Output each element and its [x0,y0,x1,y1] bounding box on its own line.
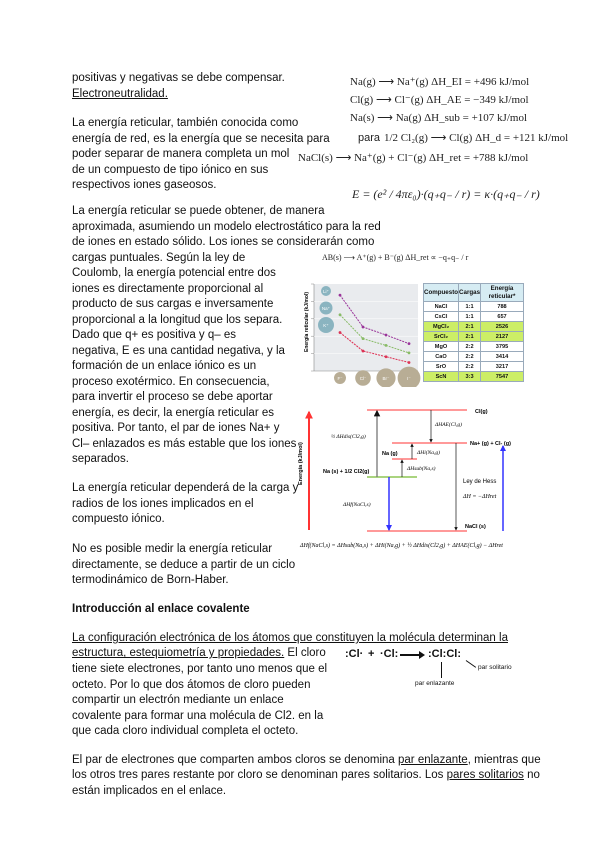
text-line: La energía reticular dependerá de la carga y [72,482,299,494]
text-line: separados. [72,453,129,465]
text-line: poder separar de manera completa un mol [72,148,290,160]
text-line: directamente, se deduce a partir de un ciclo [72,558,296,571]
anion-label: I⁻ [407,376,411,381]
data-point [385,344,388,347]
text-line: aproximada, asumiendo un modelo electrostático para la red [72,220,381,233]
text-line: termodinámico de Born-Haber. [72,574,229,586]
table-cell: 7547 [481,372,524,382]
text-line: covalente para formar una molécula de Cl2. en la [72,709,324,722]
column-header: Cargas [459,284,481,302]
bond-pointer-arrow [441,662,442,678]
table-cell: 3414 [481,352,524,362]
bonding-pair-label: par enlazante [415,680,455,687]
ionization-label: ΔHi(Na,g) [417,450,440,456]
table-row [424,312,524,322]
anion-label: F⁻ [337,376,343,381]
table-cell: 3217 [481,362,524,372]
text-line: positivas y negativas se debe compensar. [72,72,285,84]
table-cell: 2:2 [459,342,481,352]
table-cell: SrCl₂ [424,332,459,342]
text-line: La energía reticular se puede obtener, de manera [72,205,325,217]
data-point [408,342,411,345]
text-line: octeto. Por lo que dos átomos de cloro pueden [72,678,311,691]
lattice-energy-table [423,283,524,382]
table-row [424,362,524,372]
text-line [72,753,541,767]
text-line: energía de red, es la energía que se necesita para [72,132,330,145]
ions-label: Na+ (g) + Cl- (g) [470,441,511,447]
table-row [424,352,524,362]
data-point [408,352,411,355]
underlined-text: estructura, estequiometría y propiedades. [72,647,285,659]
text-line: La configuración electrónica de los átomos que constituyen la molécula determinan la [72,632,508,644]
table-row [424,302,524,312]
table-cell: CsCl [424,312,459,322]
sublimation-label: ΔHsub(Na,s) [407,466,436,472]
text-line: compuesto iónico. [72,513,165,525]
data-point [339,331,342,334]
text-line: tiene siete electrones, por tanto uno menos que el [72,663,328,675]
born-haber-diagram [295,400,560,555]
data-point [339,294,342,297]
text: El par de electrones que comparten ambos cloros se denomina [72,754,399,766]
text-line: formación de un enlace iónico es un [72,360,257,372]
text-line: iones es directamente proporcional al [72,282,264,295]
table-cell: 1:1 [459,302,481,312]
nacl-label: NaCl (s) [465,524,486,530]
pares-solitarios-term: pares solitarios [446,769,524,781]
text-line: de un compuesto de tipo iónico en sus [72,163,269,176]
text-line: respectivos iones gaseosos. [72,179,217,191]
table-cell: 2526 [481,322,524,332]
table-cell: 788 [481,302,524,312]
cl2-molecule: :Cl:Cl: [428,648,461,660]
equation-sublimation: Na(s) ⟶ Na(g) ΔH_sub = +107 kJ/mol [350,112,528,124]
text-line [72,768,540,782]
lattice-energy-chart [302,272,422,387]
y-axis-label: Energía reticular (kJ/mol) [304,291,310,352]
reaction-arrow [400,654,420,656]
hess-law-label: Ley de Hess [463,479,497,485]
text-line: producto de sus cargas e inversamente [72,298,274,310]
text-line: están implicados en el enlace. [72,785,227,797]
text-para: para [358,132,381,144]
text-line: que cada cloro individual completa el octeto. [72,725,299,737]
text-line: proporcional a la longitud que los separa. [72,313,283,326]
na-g-label: Na (g) [382,451,398,457]
text-line: Cl– enlazados es más estable que los iones [72,437,297,450]
table-cell: 1:1 [459,312,481,322]
table-cell: 2:2 [459,352,481,362]
coulomb-equation: E = (e² / 4πε₀)·(q₊q₋ / r) = κ·(q₊q₋ / r) [352,187,540,201]
dissociation-label: ½ ΔHdis(Cl2,g) [331,434,366,440]
born-haber-sum-equation: ΔHf(NaCl,s) = ΔHsub(Na,s) + ΔHi(Na,g) + ½ ΔHdis(Cl2,g) + ΔHAE(Cl,g) − ΔHret [300,543,503,549]
table-cell: 3:3 [459,372,481,382]
table-cell: 3795 [481,342,524,352]
lattice-proportionality-equation: AB(s) ⟶ A⁺(g) + B⁻(g) ΔH_ret ∝ −q₊q₋ / r [322,253,469,262]
data-point [362,350,365,353]
text: los otros tres pares restante por cloro se denominan pares solitarios. Los [72,769,447,781]
text-line: cargas puntuales. Según la ley de [72,251,246,264]
table-row [424,332,524,342]
cation-label: Na⁺ [321,306,331,311]
table-cell: NaCl [424,302,459,312]
equation-electron-affinity: Cl(g) ⟶ Cl⁻(g) ΔH_AE = −349 kJ/mol [350,94,529,106]
chlorine-atom-1: :Cl· [345,648,364,660]
table-cell: 2:1 [459,322,481,332]
text-line: para invertir el proceso se debe aportar [72,391,273,403]
data-point [408,361,411,364]
text-line: Coulomb, la energía potencial entre dos [72,267,276,279]
equation-ionization: Na(g) ⟶ Na⁺(g) ΔH_EI = +496 kJ/mol [350,76,530,88]
equation-dissociation: 1/2 Cl₂(g) ⟶ Cl(g) ΔH_d = +121 kJ/mol [384,132,569,144]
table-cell: SrO [424,362,459,372]
plus-sign: + [368,648,375,660]
lone-pair-pointer [466,660,476,668]
table-row [424,322,524,332]
energy-axis-label: Energía (kJ/mol) [298,442,304,485]
column-header: Compuesto [424,284,459,302]
text-line [72,646,326,660]
data-point [385,355,388,358]
table-cell: 2127 [481,332,524,342]
table-row [424,342,524,352]
text-line: proceso exotérmico. En consecuencia, [72,375,270,388]
text-line: La energía reticular, también conocida como [72,117,299,129]
cl-g-label: Cl(g) [475,409,488,415]
text-line: energía, es decir, la energía reticular es [72,406,275,419]
electron-affinity-label: ΔHAE(Cl,g) [435,422,462,428]
anion-label: Br⁻ [382,376,390,381]
anion-label: Cl⁻ [359,376,367,381]
formation-label: ΔHf(NaCl,s) [343,502,371,508]
column-header: Energía reticular* [481,284,524,302]
elements-label: Na (s) + 1/2 Cl2(g) [323,469,370,475]
text: , mientras que [467,754,541,766]
cation-label: Li⁺ [323,289,329,294]
section-heading: Introducción al enlace covalente [72,603,250,615]
equation-lattice: NaCl(s) ⟶ Na⁺(g) + Cl⁻(g) ΔH_ret = +788 kJ/mol [298,152,529,164]
cation-label: K⁺ [323,323,329,328]
hess-equation: ΔH = −ΔHret [463,494,497,500]
text-line: de iones en estado sólido. Los iones se considerarán como [72,236,375,248]
table-cell: CaO [424,352,459,362]
text-line: radios de los iones implicados en el [72,497,254,510]
table-cell: ScN [424,372,459,382]
text-line: Dado que q+ es positiva y q– es [72,329,236,341]
text-line: No es posible medir la energía reticular [72,543,273,555]
table-cell: 657 [481,312,524,322]
text: El cloro [284,647,326,659]
data-point [339,313,342,316]
data-point [385,334,388,337]
table-cell: MgO [424,342,459,352]
table-cell: 2:1 [459,332,481,342]
text-line: negativa, E es una cantidad negativa, y la [72,344,285,357]
reaction-arrowhead [419,651,425,659]
table-row [424,372,524,382]
table-cell: 2:2 [459,362,481,372]
data-point [362,326,365,329]
text-line: compartir un electrón mediante un enlace [72,694,284,706]
par-enlazante-term: par enlazante [398,754,468,766]
text: no [523,769,540,781]
table-cell: MgCl₂ [424,322,459,332]
electroneutralidad-term: Electroneutralidad. [72,88,168,100]
lone-pair-label: par solitario [478,664,512,671]
chlorine-atom-2: ·Cl: [380,648,399,660]
data-point [362,337,365,340]
text-line: positiva. Por tanto, el par de iones Na+ y [72,422,280,434]
